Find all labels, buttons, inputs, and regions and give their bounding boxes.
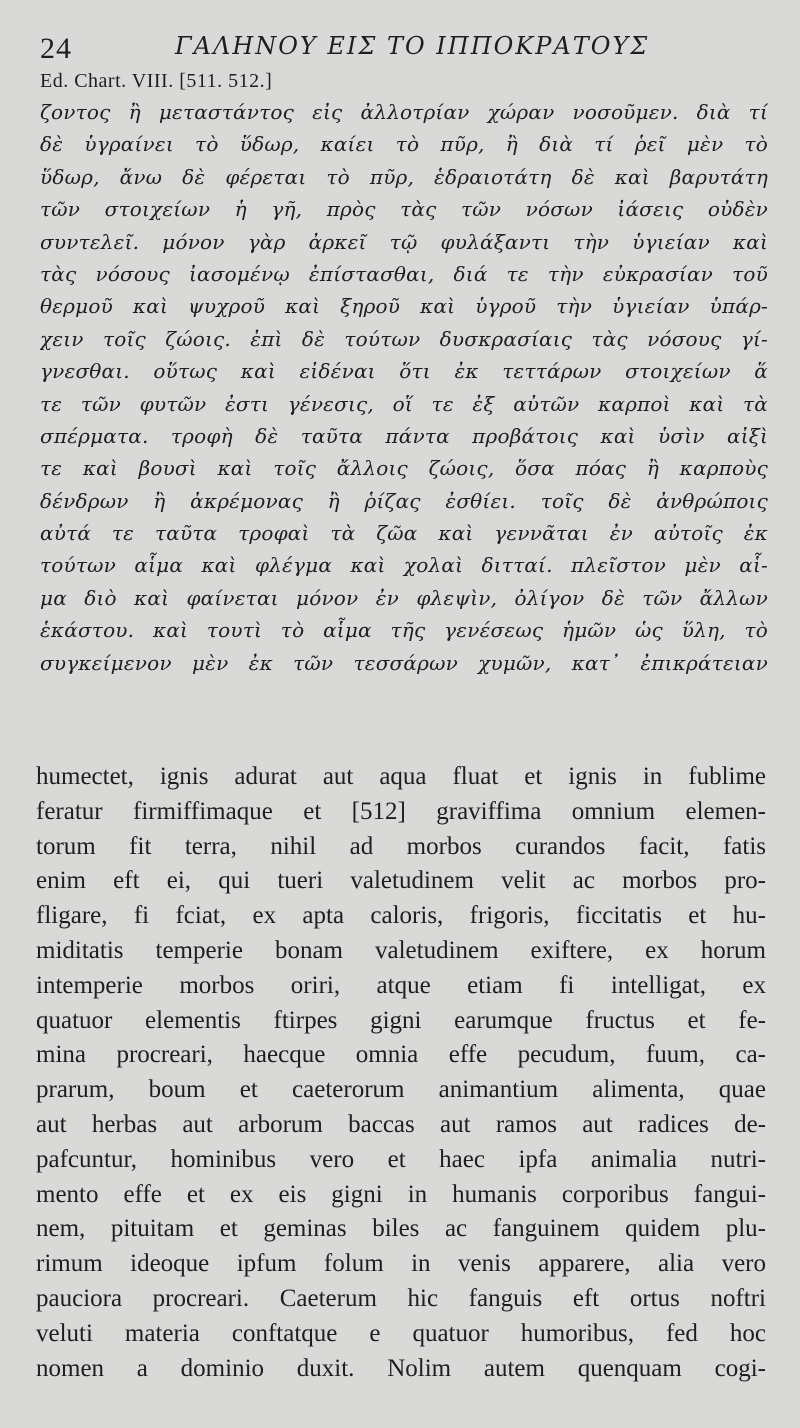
- latin-text-line: nem, pituitam et geminas biles ac fanguinem quidem plu-: [36, 1215, 766, 1243]
- latin-text-line: enim eft ei, qui tueri valetudinem velit ac morbos pro-: [36, 867, 766, 895]
- greek-text-line: ὕδωρ, ἄνω δὲ φέρεται τὸ πῦρ, ἑδραιοτάτη δὲ καὶ βαρυτάτη: [40, 164, 768, 189]
- latin-text-line: rimum ideoque ipfum folum in venis apparere, alia vero: [36, 1250, 766, 1278]
- greek-text-line: ζοντος ἢ μεταστάντος εἰς ἀλλοτρίαν χώραν νοσοῦμεν. διὰ τί: [40, 100, 768, 124]
- latin-text-line: intemperie morbos oriri, atque etiam fi intelligat, ex: [36, 971, 766, 999]
- latin-text-line: mina procreari, haecque omnia effe pecudum, fuum, ca-: [36, 1041, 766, 1069]
- greek-text-line: τε καὶ βουσὶ καὶ τοῖς ἄλλοις ζώοις, ὅσα πόας ἢ καρποὺς: [40, 456, 768, 481]
- greek-text-line: τούτων αἷμα καὶ φλέγμα καὶ χολαὶ διτταί. πλεῖστον μὲν αἷ-: [40, 553, 768, 578]
- page-number: 24: [40, 32, 72, 65]
- greek-text-line: δένδρων ἢ ἀκρέμονας ἢ ῥίζας ἐσθίει. τοῖς δὲ ἀνθρώποις: [40, 488, 768, 513]
- greek-text-block: [40, 96, 768, 679]
- greek-text-line: τὰς νόσους ἰασομένῳ ἐπίστασθαι, διά τε τὴν εὐκρασίαν τοῦ: [40, 261, 768, 286]
- greek-text-line: τῶν στοιχείων ἡ γῆ, πρὸς τὰς τῶν νόσων ἰάσεις οὐδὲν: [40, 197, 768, 222]
- page-header: [40, 28, 770, 68]
- greek-text-line: γνεσθαι. οὕτως καὶ εἰδέναι ὅτι ἐκ τεττάρων στοιχείων ἅ: [40, 359, 768, 384]
- running-title: ΓΑΛΗΝΟΥ ΕΙΣ ΤΟ ΙΠΠΟΚΡΑΤΟΥΣ: [175, 32, 650, 60]
- greek-text-line: τε τῶν φυτῶν ἐστι γένεσις, οἵ τε ἐξ αὐτῶν καρποὶ καὶ τὰ: [40, 391, 768, 416]
- latin-text-line: aut herbas aut arborum baccas aut ramos aut radices de-: [36, 1110, 766, 1138]
- latin-text-line: veluti materia conftatque e quatuor humoribus, fed hoc: [36, 1319, 766, 1347]
- greek-text-line: δὲ ὑγραίνει τὸ ὕδωρ, καίει τὸ πῦρ, ἢ διὰ τί ῥεῖ μὲν τὸ: [40, 132, 768, 157]
- latin-text-line: fligare, fi fciat, ex apta caloris, frigoris, ficcitatis et hu-: [36, 902, 766, 930]
- latin-text-line: humectet, ignis adurat aut aqua fluat et ignis in fublime: [36, 763, 766, 790]
- latin-text-line: pafcuntur, hominibus vero et haec ipfa animalia nutri-: [36, 1145, 766, 1173]
- latin-text-line: nomen a dominio duxit. Nolim autem quenquam cogi-: [36, 1354, 766, 1382]
- latin-text-line: prarum, boum et caeterorum animantium alimenta, quae: [36, 1076, 766, 1104]
- greek-text-line: σπέρματα. τροφὴ δὲ ταῦτα πάντα προβάτοις καὶ ὑσὶν αἰξὶ: [40, 423, 768, 448]
- edition-reference: Ed. Chart. VIII. [511. 512.]: [40, 70, 273, 92]
- latin-text-line: mento effe et ex eis gigni in humanis corporibus fangui-: [36, 1180, 766, 1208]
- latin-text-line: torum fit terra, nihil ad morbos curandos facit, fatis: [36, 832, 766, 860]
- greek-text-line: συντελεῖ. μόνον γὰρ ἀρκεῖ τῷ φυλάξαντι τὴν ὑγιείαν καὶ: [40, 229, 768, 254]
- greek-text-line: αὐτά τε ταῦτα τροφαὶ τὰ ζῶα καὶ γεννᾶται ἐν αὐτοῖς ἐκ: [40, 521, 768, 546]
- latin-text-block: [36, 760, 766, 1386]
- latin-text-line: pauciora procreari. Caeterum hic fanguis eft ortus noftri: [36, 1284, 766, 1312]
- latin-text-line: feratur firmiffimaque et [512] graviffima omnium elemen-: [36, 797, 766, 825]
- latin-text-line: quatuor elementis ftirpes gigni earumque fructus et fe-: [36, 1006, 766, 1034]
- greek-text-line: ἑκάστου. καὶ τουτὶ τὸ αἷμα τῆς γενέσεως ἡμῶν ὡς ὕλη, τὸ: [40, 618, 768, 643]
- greek-text-line: μα διὸ καὶ φαίνεται μόνον ἐν φλεψὶν, ὀλίγον δὲ τῶν ἄλλων: [40, 585, 768, 610]
- latin-text-line: miditatis temperie bonam valetudinem exiftere, ex horum: [36, 936, 766, 964]
- greek-text-line: θερμοῦ καὶ ψυχροῦ καὶ ξηροῦ καὶ ὑγροῦ τὴν ὑγιείαν ὑπάρ-: [40, 294, 768, 319]
- greek-text-line: χειν τοῖς ζώοις. ἐπὶ δὲ τούτων δυσκρασίαις τὰς νόσους γί-: [40, 326, 768, 351]
- greek-text-line: συγκείμενον μὲν ἐκ τῶν τεσσάρων χυμῶν, κατ᾽ ἐπικράτειαν: [40, 650, 768, 675]
